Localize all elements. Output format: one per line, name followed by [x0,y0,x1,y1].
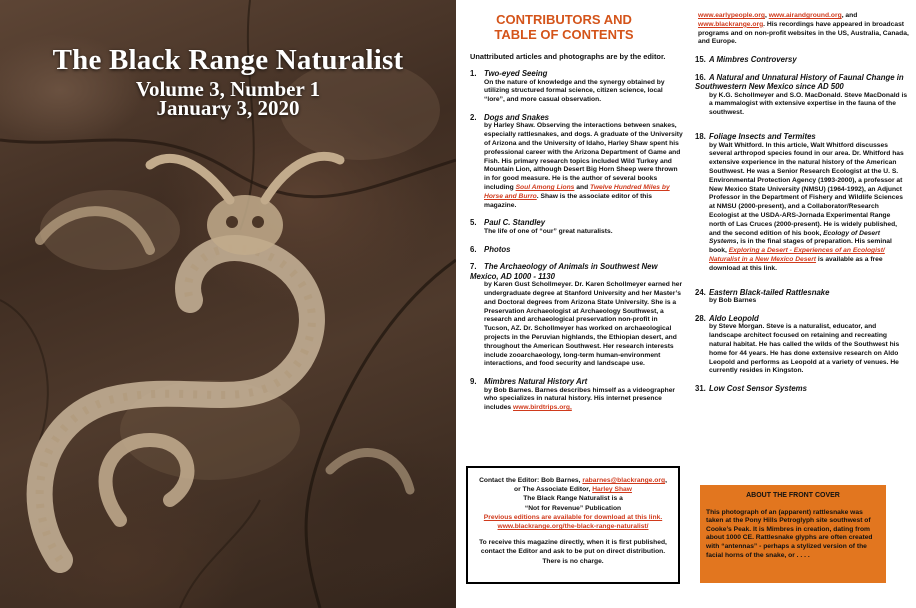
link-birdtrips[interactable]: www.birdtrips.org, [513,404,572,412]
book-link-twelve-hundred-miles[interactable]: Twelve Hundred Miles by Horse and Burro [484,183,670,200]
toc-entry: 2. Dogs and Snakes by Harley Shaw. Observing the interactions between snakes, especially rattlesnakes, and dogs. A graduate of the University of Arizona and the University of Idaho, Harley Shaw spent his professional career with the Arizona Department of Game and Fish. His primary research topics included Wild Turkey and Mountain Lion, although Desert Big Horn Sheep were thrown in for good measure. He is the author of several books including Soul Among Lions and Twelve Hundred Miles by Horse and Burro. Shaw is the associate editor of this magazine. [470,112,683,209]
barnes-bio-continued: www.earlypeople.org, www.airandground.org, and www.blackrange.org. His recordings have appeared in broadcast programs and on non-profit websites in the US, Australia, Canada, and Europe. [698,12,909,46]
toc-heading: CONTRIBUTORS AND TABLE OF CONTENTS [494,12,634,42]
editor-email-link[interactable]: rabarnes@blackrange.org [582,477,666,484]
link-blackrange[interactable]: www.blackrange.org [698,20,764,28]
toc-entry: 9. Mimbres Natural History Art by Bob Barnes. Barnes describes himself as a videographer who specializes in natural history. His internet presence includes www.birdtrips.org, [470,377,676,412]
toc-entry: 18. Foliage Insects and Termites by Walt Whitford. In this article, Walt Whitford discusses several arthropod species found in our area. Dr. Whitford has extensive experience in the natural history of the American Southwest. He was a Senior Research Ecologist at the U. S. Environmental Protection Agency (1993-2000), a professor at New Mexico State University (NMSU) (1964-1992), an Adjunct Professor in the Department of Fishery and Wildlife Sciences at NMSU (2000-present), and a Collaborator/Research Ecologist at the USDA-ARS-Jornada Experimental Range north of Las Cruces (2000-present). He is widely published, and the second edition of his book, Ecology of Desert Systems, is in the final stages of preparation. His seminal book, Exploring a Desert - Experiences of an Ecologist/ Naturalist in a New Mexico Desert is available as a free download at this link. [695,132,904,272]
subscribe-text: To receive this magazine directly, when it is first published, contact the Editor and ask to be put on direct distribution. There is no charge. [479,539,667,565]
link-earlypeople[interactable]: www.earlypeople.org [698,12,766,19]
associate-editor-link[interactable]: Harley Shaw [592,486,632,494]
toc-column-right [695,12,909,402]
about-front-cover-title: ABOUT THE FRONT COVER [746,492,840,499]
toc-entry: 15. A Mimbres Controversy [695,55,797,65]
about-front-cover-box [700,485,886,583]
issue-date: January 3, 2020 [156,96,300,120]
archive-url-link[interactable]: www.blackrange.org/the-black-range-naturalist/ [497,523,649,531]
toc-entry: 7. The Archaeology of Animals in Southwest New Mexico, AD 1000 - 1130 by Karen Gust Schollmeyer. Dr. Karen Schollmeyer earned her undergraduate degree at Stanford University and her Master’s and Doctoral degrees from Arizona State University. She is a Preservation Archaeologist at Archaeology Southwest, a research and archaeological preservation non-profit in Tucson, AZ. Dr. Schollmeyer has worked on archaeological projects in the Peruvian highlands, the Ethiopian desert, and throughout the American Southwest. Her research interests include zooarchaeology, long-term human-environment interactions, and food security and landscape use. [470,262,683,368]
toc-entry: 31. Low Cost Sensor Systems [695,384,807,394]
book-link-soul-among-lions[interactable]: Soul Among Lions [515,183,575,191]
toc-entry: 6. Photos [470,244,511,254]
volume-number: Volume 3, Number 1 [135,77,321,101]
link-airandground[interactable]: www.airandground.org [768,12,842,19]
toc-entry: 24. Eastern Black-tailed Rattlesnake by Bob Barnes [695,287,830,305]
toc-entry: 1. Two-eyed Seeing On the nature of knowledge and the synergy obtained by utilizing structured formal science, citizen science, local “lore”, and more casual observation. [470,69,665,104]
cover-photo [0,0,456,608]
toc-entry: 28. Aldo Leopold by Steve Morgan. Steve is a naturalist, educator, and landscape architect focused on retaining and recreating natural habitat. He has called the wilds of the Southwest his home for 44 years. He has done extensive research on Aldo Leopold and performs as Leopold at a variety of venues. He currently resides in Kingston. [695,313,900,375]
toc-entry: 5. Paul C. Standley The life of one of “our” great naturalists. [470,218,613,235]
attribution-note: Unattributed articles and photographs are by the editor. [470,52,666,61]
toc-entry: 16. A Natural and Unnatural History of Faunal Change in Southwestern New Mexico since AD 500 by K.G. Schollmeyer and S.O. MacDonald. Steve MacDonald is a mammalogist with extensive expertise in the fauna of the southwest. [695,72,908,117]
book-link-exploring-a-desert[interactable]: Exploring a Desert - Experiences of an Ecologist/ Naturalist in a New Mexico Desert [709,247,885,263]
previous-editions-link[interactable]: Previous editions are available for download at this link. [483,513,663,521]
contact-box: Contact the Editor: Bob Barnes, rabarnes@blackrange.org, or The Associate Editor, Harley Shaw The Black Range Naturalist is a “Not for Revenue” Publication Previous editions are available for download at this link. www.blackrange.org/the-black-range-naturalist/ To receive this magazine directly, when it is first published, contact the Editor and ask to be put on direct distribution. There is no charge. [466,466,680,584]
magazine-title: The Black Range Naturalist [52,44,404,76]
toc-column-left [464,12,684,421]
about-front-cover-text: This photograph of an (apparent) rattlesnake was taken at the Pony Hills Petroglyph site southwest of Cooke’s Peak. It is Mimbres in creation, dating from about 1000 CE. Rattlesnake glyphs are often created with “antennas” - perhaps a stylized version of the facial horns of the snake, or . . . . [706,508,873,559]
